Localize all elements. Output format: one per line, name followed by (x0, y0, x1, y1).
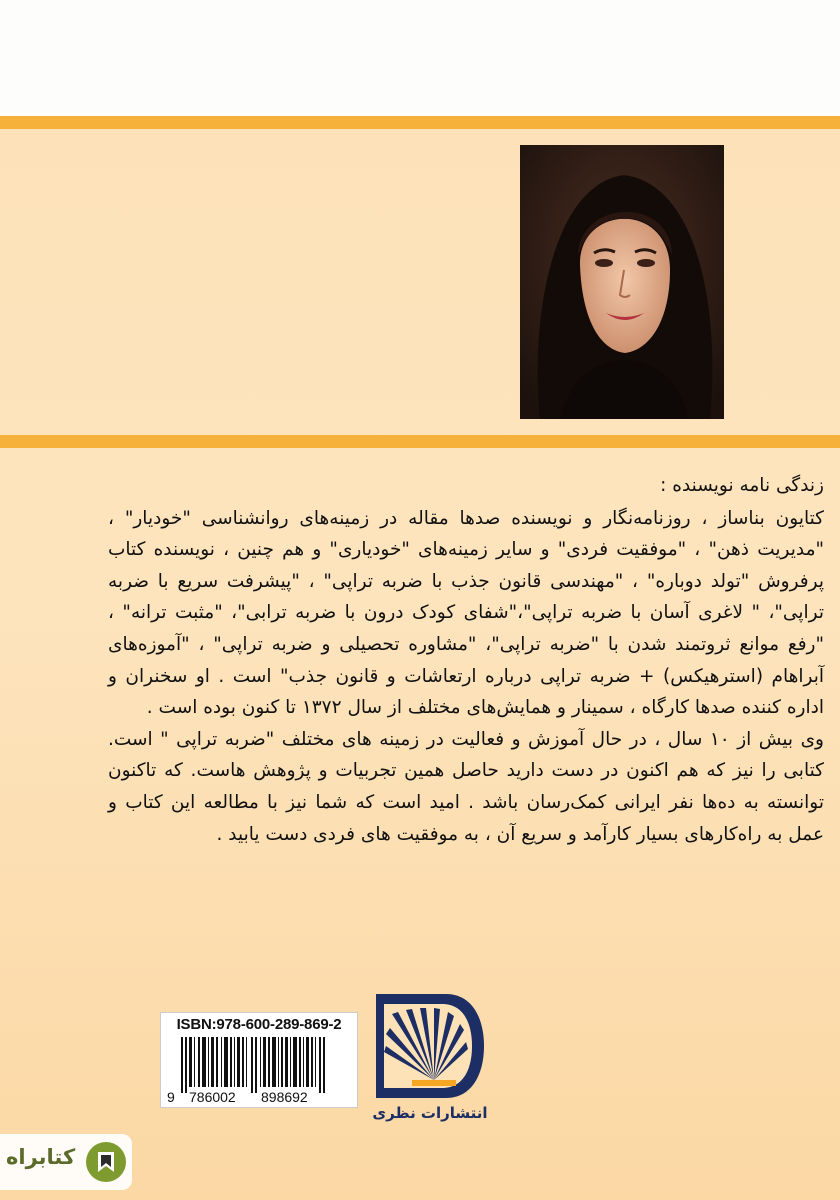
biography-heading: زندگی نامه نویسنده : (660, 475, 824, 496)
barcode-bars (175, 1037, 343, 1093)
book-rays-icon (372, 994, 488, 1104)
top-orange-band (0, 116, 840, 129)
store-badge (0, 1134, 132, 1190)
isbn-barcode (160, 1012, 358, 1108)
barcode-lead-digit: 9 (167, 1089, 175, 1105)
bottom-orange-band (0, 435, 840, 448)
biography-paragraph-1: کتایون بناساز ، روزنامه‌نگار و نویسنده صدها مقاله در زمینه‌های روانشناسی "خودیار" ، "مدیریت ذهن" ، "موفقیت فردی" و سایر زمینه‌های "خودیاری" و هم چنین ، نویسنده کتاب پرفروش "تولد دوباره" ، "مهندسی قانون جذب با ضربه تراپی" ، "پیشرفت سریع با ضربه تراپی"، " لاغری آسان با ضربه تراپی"،"شفای کودک درون با ضربه ترابی"، "مثبت ترانه" ، "رفع موانع ثروتمند شدن با "ضربه تراپی"، "مشاوره تحصیلی و ضربه تراپی" ، "آموزه‌های آبراهام (استرهیکس) + ضربه تراپی درباره ارتعاشات و قانون جذب" است . او سخنران و اداره کننده صدها کارگاه ، سمینار و همایش‌های مختلف از سال ۱۳۷۲ تا کنون بوده است . (108, 507, 824, 719)
author-portrait-drawing (520, 145, 724, 419)
isbn-label: ISBN:978-600-289-869-2 (176, 1016, 342, 1033)
author-portrait (520, 145, 724, 419)
barcode-left-digits: 786002 (189, 1089, 236, 1105)
barcode-right-digits: 898692 (261, 1089, 308, 1105)
biography-paragraph-2: وی بیش از ۱۰ سال ، در حال آموزش و فعالیت در زمینه های مختلف "ضربه تراپی " است. کتابی را نیز که هم اکنون در دست دارید حاصل همین تجربیات و پژوهش هاست. که تاکنون توانسته به ده‌ها نفر ایرانی کمک‌رسان باشد . امید است که شما نیز با مطالعه این کتاب و عمل به راه‌کارهای بسیار کارآمد و سریع آن ، به موفقیت های فردی دست یابید . (108, 728, 824, 845)
store-name: کتابراه (6, 1145, 76, 1169)
publisher-logo-drawing (372, 994, 488, 1100)
publisher-name: انتشارات نظری (372, 1104, 488, 1122)
store-logo-icon (84, 1140, 128, 1184)
top-blank-area (0, 0, 840, 116)
author-biography (108, 470, 824, 850)
